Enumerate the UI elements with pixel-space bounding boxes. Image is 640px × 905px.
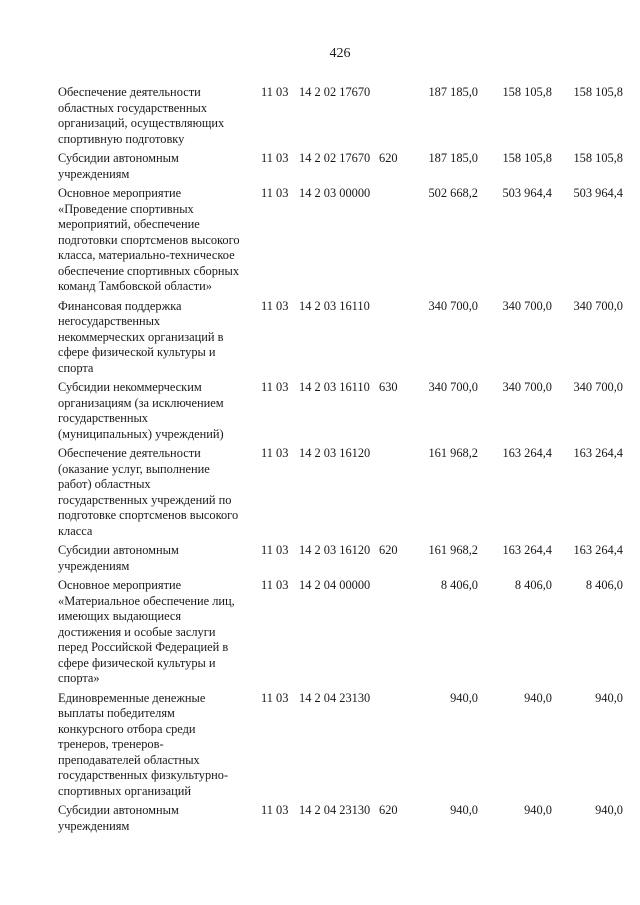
table-row bbox=[58, 151, 638, 182]
description-line: команд Тамбовской области» bbox=[58, 279, 212, 293]
description-line: областных государственных bbox=[58, 100, 208, 115]
target-article-code: 14 2 03 16120 bbox=[299, 446, 371, 460]
amount-year-3: 158 105,8 bbox=[573, 85, 623, 99]
description-line: перед Российской Федерацией в bbox=[58, 640, 229, 654]
description-line: государственных учреждений по bbox=[58, 492, 232, 507]
amount-year-2: 940,0 bbox=[524, 803, 552, 817]
amount-year-2: 8 406,0 bbox=[514, 578, 552, 592]
row-description bbox=[58, 186, 256, 295]
description-line: достижения и особые заслуги bbox=[58, 624, 216, 639]
target-article-code: 14 2 02 17670 bbox=[299, 85, 371, 99]
section-code: 11 03 bbox=[261, 446, 289, 460]
description-line: Финансовая поддержка bbox=[58, 298, 182, 313]
row-description bbox=[58, 543, 256, 574]
page-number: 426 bbox=[329, 46, 351, 61]
description-line: спортивную подготовку bbox=[58, 131, 185, 146]
description-line: Субсидии автономным bbox=[58, 151, 179, 165]
description-line: государственных физкультурно- bbox=[58, 768, 229, 782]
target-article-code: 14 2 04 00000 bbox=[299, 578, 371, 592]
description-line: (муниципальных) учреждений) bbox=[58, 426, 224, 441]
amount-year-2: 163 264,4 bbox=[502, 446, 552, 460]
table-row bbox=[58, 543, 638, 574]
description-line: класса, материально-техническое bbox=[58, 248, 235, 262]
description-line: государственных bbox=[58, 411, 149, 425]
amount-year-2: 503 964,4 bbox=[502, 186, 552, 200]
amount-year-1: 940,0 bbox=[450, 690, 478, 705]
section-code: 11 03 bbox=[261, 85, 289, 99]
expense-type-code: 630 bbox=[379, 380, 398, 394]
description-line: класса bbox=[58, 523, 93, 538]
description-line: учреждениям bbox=[58, 166, 130, 181]
description-line: Основное мероприятие bbox=[58, 578, 182, 592]
description-line: организаций, осуществляющих bbox=[58, 116, 225, 130]
target-article-code: 14 2 02 17670 bbox=[299, 151, 371, 165]
target-article-code: 14 2 04 23130 bbox=[299, 690, 371, 705]
description-line: подготовке спортсменов высокого bbox=[58, 508, 239, 522]
description-line: Обеспечение деятельности bbox=[58, 446, 201, 460]
table-row bbox=[58, 380, 638, 442]
description-line: спорта» bbox=[58, 671, 100, 685]
table-row bbox=[58, 691, 638, 800]
amount-year-1: 187 185,0 bbox=[428, 151, 478, 165]
amount-year-1: 340 700,0 bbox=[428, 298, 478, 313]
amount-year-3: 503 964,4 bbox=[573, 186, 623, 200]
description-line: негосударственных bbox=[58, 314, 161, 328]
description-line: мероприятий, обеспечение bbox=[58, 217, 200, 231]
section-code: 11 03 bbox=[261, 543, 289, 557]
amount-year-3: 163 264,4 bbox=[573, 543, 623, 557]
amount-year-3: 340 700,0 bbox=[573, 380, 623, 394]
expense-type-code: 620 bbox=[379, 803, 398, 817]
amount-year-2: 158 105,8 bbox=[502, 85, 552, 99]
description-line: тренеров, тренеров- bbox=[58, 737, 164, 751]
description-line: сфере физической культуры и bbox=[58, 655, 216, 670]
row-description bbox=[58, 578, 256, 687]
expense-type-code: 620 bbox=[379, 151, 398, 165]
row-description bbox=[58, 446, 256, 539]
amount-year-2: 163 264,4 bbox=[502, 543, 552, 557]
amount-year-1: 161 968,2 bbox=[428, 446, 478, 460]
table-row bbox=[58, 299, 638, 377]
description-line: (оказание услуг, выполнение bbox=[58, 461, 210, 476]
section-code: 11 03 bbox=[261, 578, 289, 592]
amount-year-1: 340 700,0 bbox=[428, 380, 478, 394]
section-code: 11 03 bbox=[261, 298, 289, 313]
section-code: 11 03 bbox=[261, 803, 289, 817]
section-code: 11 03 bbox=[261, 690, 289, 705]
section-code: 11 03 bbox=[261, 151, 289, 165]
section-code: 11 03 bbox=[261, 186, 289, 200]
table-row bbox=[58, 186, 638, 295]
description-line: некоммерческих организаций в bbox=[58, 329, 224, 344]
description-line: преподавателей областных bbox=[58, 752, 200, 767]
description-line: спорта bbox=[58, 360, 94, 375]
amount-year-3: 940,0 bbox=[595, 690, 623, 705]
row-description bbox=[58, 85, 256, 147]
expense-type-code: 620 bbox=[379, 543, 398, 557]
description-line: Субсидии автономным bbox=[58, 543, 179, 557]
amount-year-1: 8 406,0 bbox=[440, 578, 478, 592]
amount-year-3: 8 406,0 bbox=[585, 578, 623, 592]
description-line: Субсидии автономным bbox=[58, 803, 179, 817]
table-row bbox=[58, 803, 638, 834]
description-line: имеющих выдающиеся bbox=[58, 609, 182, 623]
row-description bbox=[58, 803, 256, 834]
amount-year-3: 340 700,0 bbox=[573, 298, 623, 313]
budget-table bbox=[58, 85, 638, 838]
description-line: Обеспечение деятельности bbox=[58, 85, 201, 99]
target-article-code: 14 2 03 16110 bbox=[299, 298, 370, 313]
amount-year-2: 940,0 bbox=[524, 690, 552, 705]
description-line: работ) областных bbox=[58, 477, 151, 491]
description-line: учреждениям bbox=[58, 818, 130, 833]
amount-year-2: 340 700,0 bbox=[502, 298, 552, 313]
amount-year-2: 340 700,0 bbox=[502, 380, 552, 394]
target-article-code: 14 2 03 00000 bbox=[299, 186, 371, 200]
amount-year-1: 502 668,2 bbox=[428, 186, 478, 200]
description-line: обеспечение спортивных сборных bbox=[58, 263, 240, 278]
amount-year-3: 158 105,8 bbox=[573, 151, 623, 165]
table-row bbox=[58, 85, 638, 147]
amount-year-3: 940,0 bbox=[595, 803, 623, 817]
row-description bbox=[58, 691, 256, 800]
row-description bbox=[58, 299, 256, 377]
amount-year-1: 187 185,0 bbox=[428, 85, 478, 99]
description-line: Субсидии некоммерческим bbox=[58, 380, 202, 394]
description-line: организациям (за исключением bbox=[58, 395, 224, 410]
description-line: Единовременные денежные bbox=[58, 690, 206, 705]
amount-year-2: 158 105,8 bbox=[502, 151, 552, 165]
amount-year-1: 161 968,2 bbox=[428, 543, 478, 557]
description-line: Основное мероприятие bbox=[58, 186, 182, 200]
row-description bbox=[58, 380, 256, 442]
description-line: учреждениям bbox=[58, 558, 130, 573]
section-code: 11 03 bbox=[261, 380, 289, 394]
description-line: выплаты победителям bbox=[58, 706, 175, 720]
description-line: спортивных организаций bbox=[58, 783, 192, 798]
target-article-code: 14 2 04 23130 bbox=[299, 803, 371, 817]
target-article-code: 14 2 03 16110 bbox=[299, 380, 370, 394]
table-row bbox=[58, 446, 638, 539]
description-line: «Проведение спортивных bbox=[58, 201, 194, 216]
description-line: «Материальное обеспечение лиц, bbox=[58, 593, 235, 608]
amount-year-1: 940,0 bbox=[450, 803, 478, 817]
amount-year-3: 163 264,4 bbox=[573, 446, 623, 460]
description-line: подготовки спортсменов высокого bbox=[58, 232, 240, 247]
description-line: конкурсного отбора среди bbox=[58, 721, 196, 736]
target-article-code: 14 2 03 16120 bbox=[299, 543, 371, 557]
table-row bbox=[58, 578, 638, 687]
description-line: сфере физической культуры и bbox=[58, 345, 216, 359]
row-description bbox=[58, 151, 256, 182]
